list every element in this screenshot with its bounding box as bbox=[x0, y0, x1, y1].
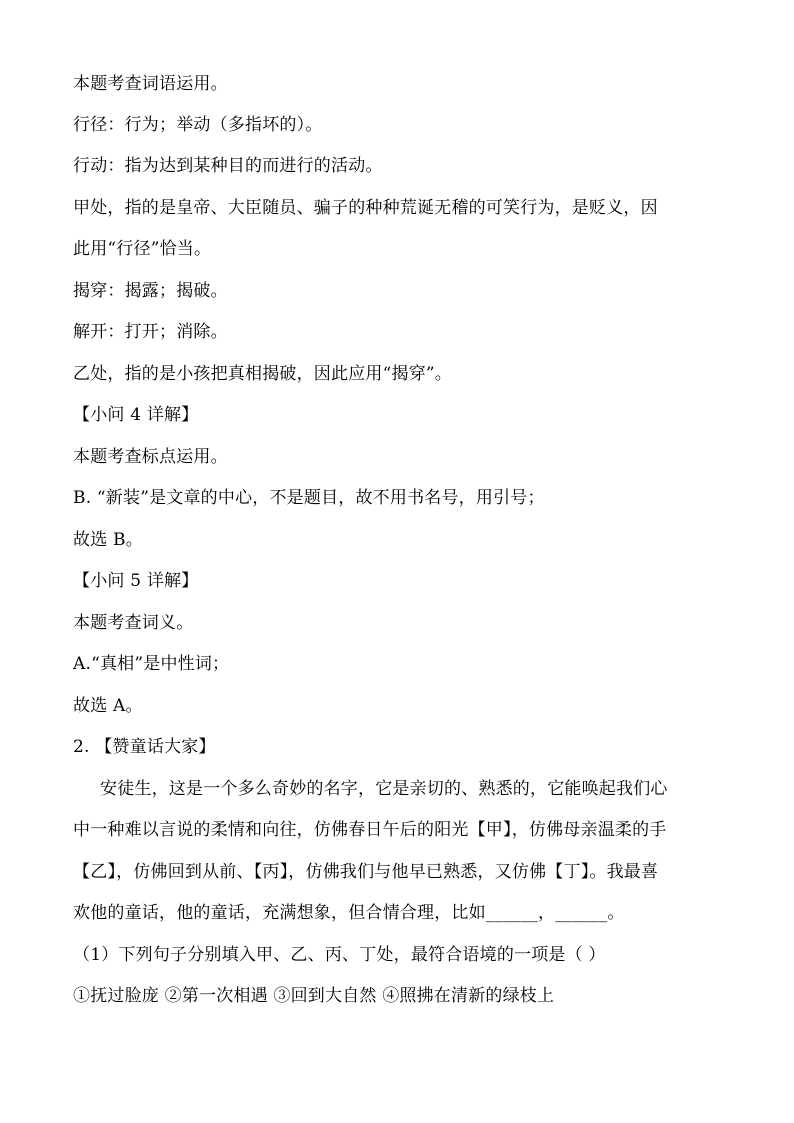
text-line: 甲处，指的是皇帝、大臣随员、骗子的种种荒诞无稽的可笑行为，是贬义，因 bbox=[73, 198, 658, 218]
text-line: 解开：打开；消除。 bbox=[73, 322, 228, 342]
passage-line: 欢他的童话，他的童话，充满想象，但合情合理，比如______，______。 bbox=[73, 903, 625, 923]
passage-line: 安徒生，这是一个多么奇妙的名字，它是亲切的、熟悉的，它能唤起我们心 bbox=[100, 779, 668, 799]
question-line: （1）下列句子分别填入甲、乙、丙、丁处，最符合语境的一项是（ ） bbox=[73, 945, 606, 965]
text-line: 揭穿：揭露；揭破。 bbox=[73, 281, 228, 301]
text-line: 本题考查标点运用。 bbox=[73, 447, 228, 467]
passage-line: 【乙】，仿佛回到从前、【丙】，仿佛我们与他早已熟悉，又仿佛【丁】。我最喜 bbox=[73, 862, 659, 882]
question-heading: 2. 【赞童话大家】 bbox=[73, 737, 216, 757]
text-line: 乙处，指的是小孩把真相揭破，因此应用“揭穿”。 bbox=[73, 364, 452, 384]
text-line: 行径：行为；举动（多指坏的）。 bbox=[73, 115, 323, 135]
text-line: A.“真相”是中性词； bbox=[73, 654, 230, 674]
text-line: 故选 A。 bbox=[73, 696, 143, 716]
text-line: 本题考查词语运用。 bbox=[73, 74, 228, 94]
passage-line: 中一种难以言说的柔情和向往，仿佛春日午后的阳光【甲】，仿佛母亲温柔的手 bbox=[73, 820, 667, 840]
text-line: 此用“行径”恰当。 bbox=[73, 239, 212, 259]
section-heading: 【小问 4 详解】 bbox=[73, 405, 199, 425]
text-line: B. “新装”是文章的中心，不是题目，故不用书名号，用引号； bbox=[73, 488, 545, 508]
text-line: 故选 B。 bbox=[73, 530, 143, 550]
text-line: 行动：指为达到某种目的而进行的活动。 bbox=[73, 156, 383, 176]
section-heading: 【小问 5 详解】 bbox=[73, 571, 199, 591]
options-line: ①抚过脸庞 ②第一次相遇 ③回到大自然 ④照拂在清新的绿枝上 bbox=[73, 986, 555, 1006]
text-line: 本题考查词义。 bbox=[73, 613, 194, 633]
